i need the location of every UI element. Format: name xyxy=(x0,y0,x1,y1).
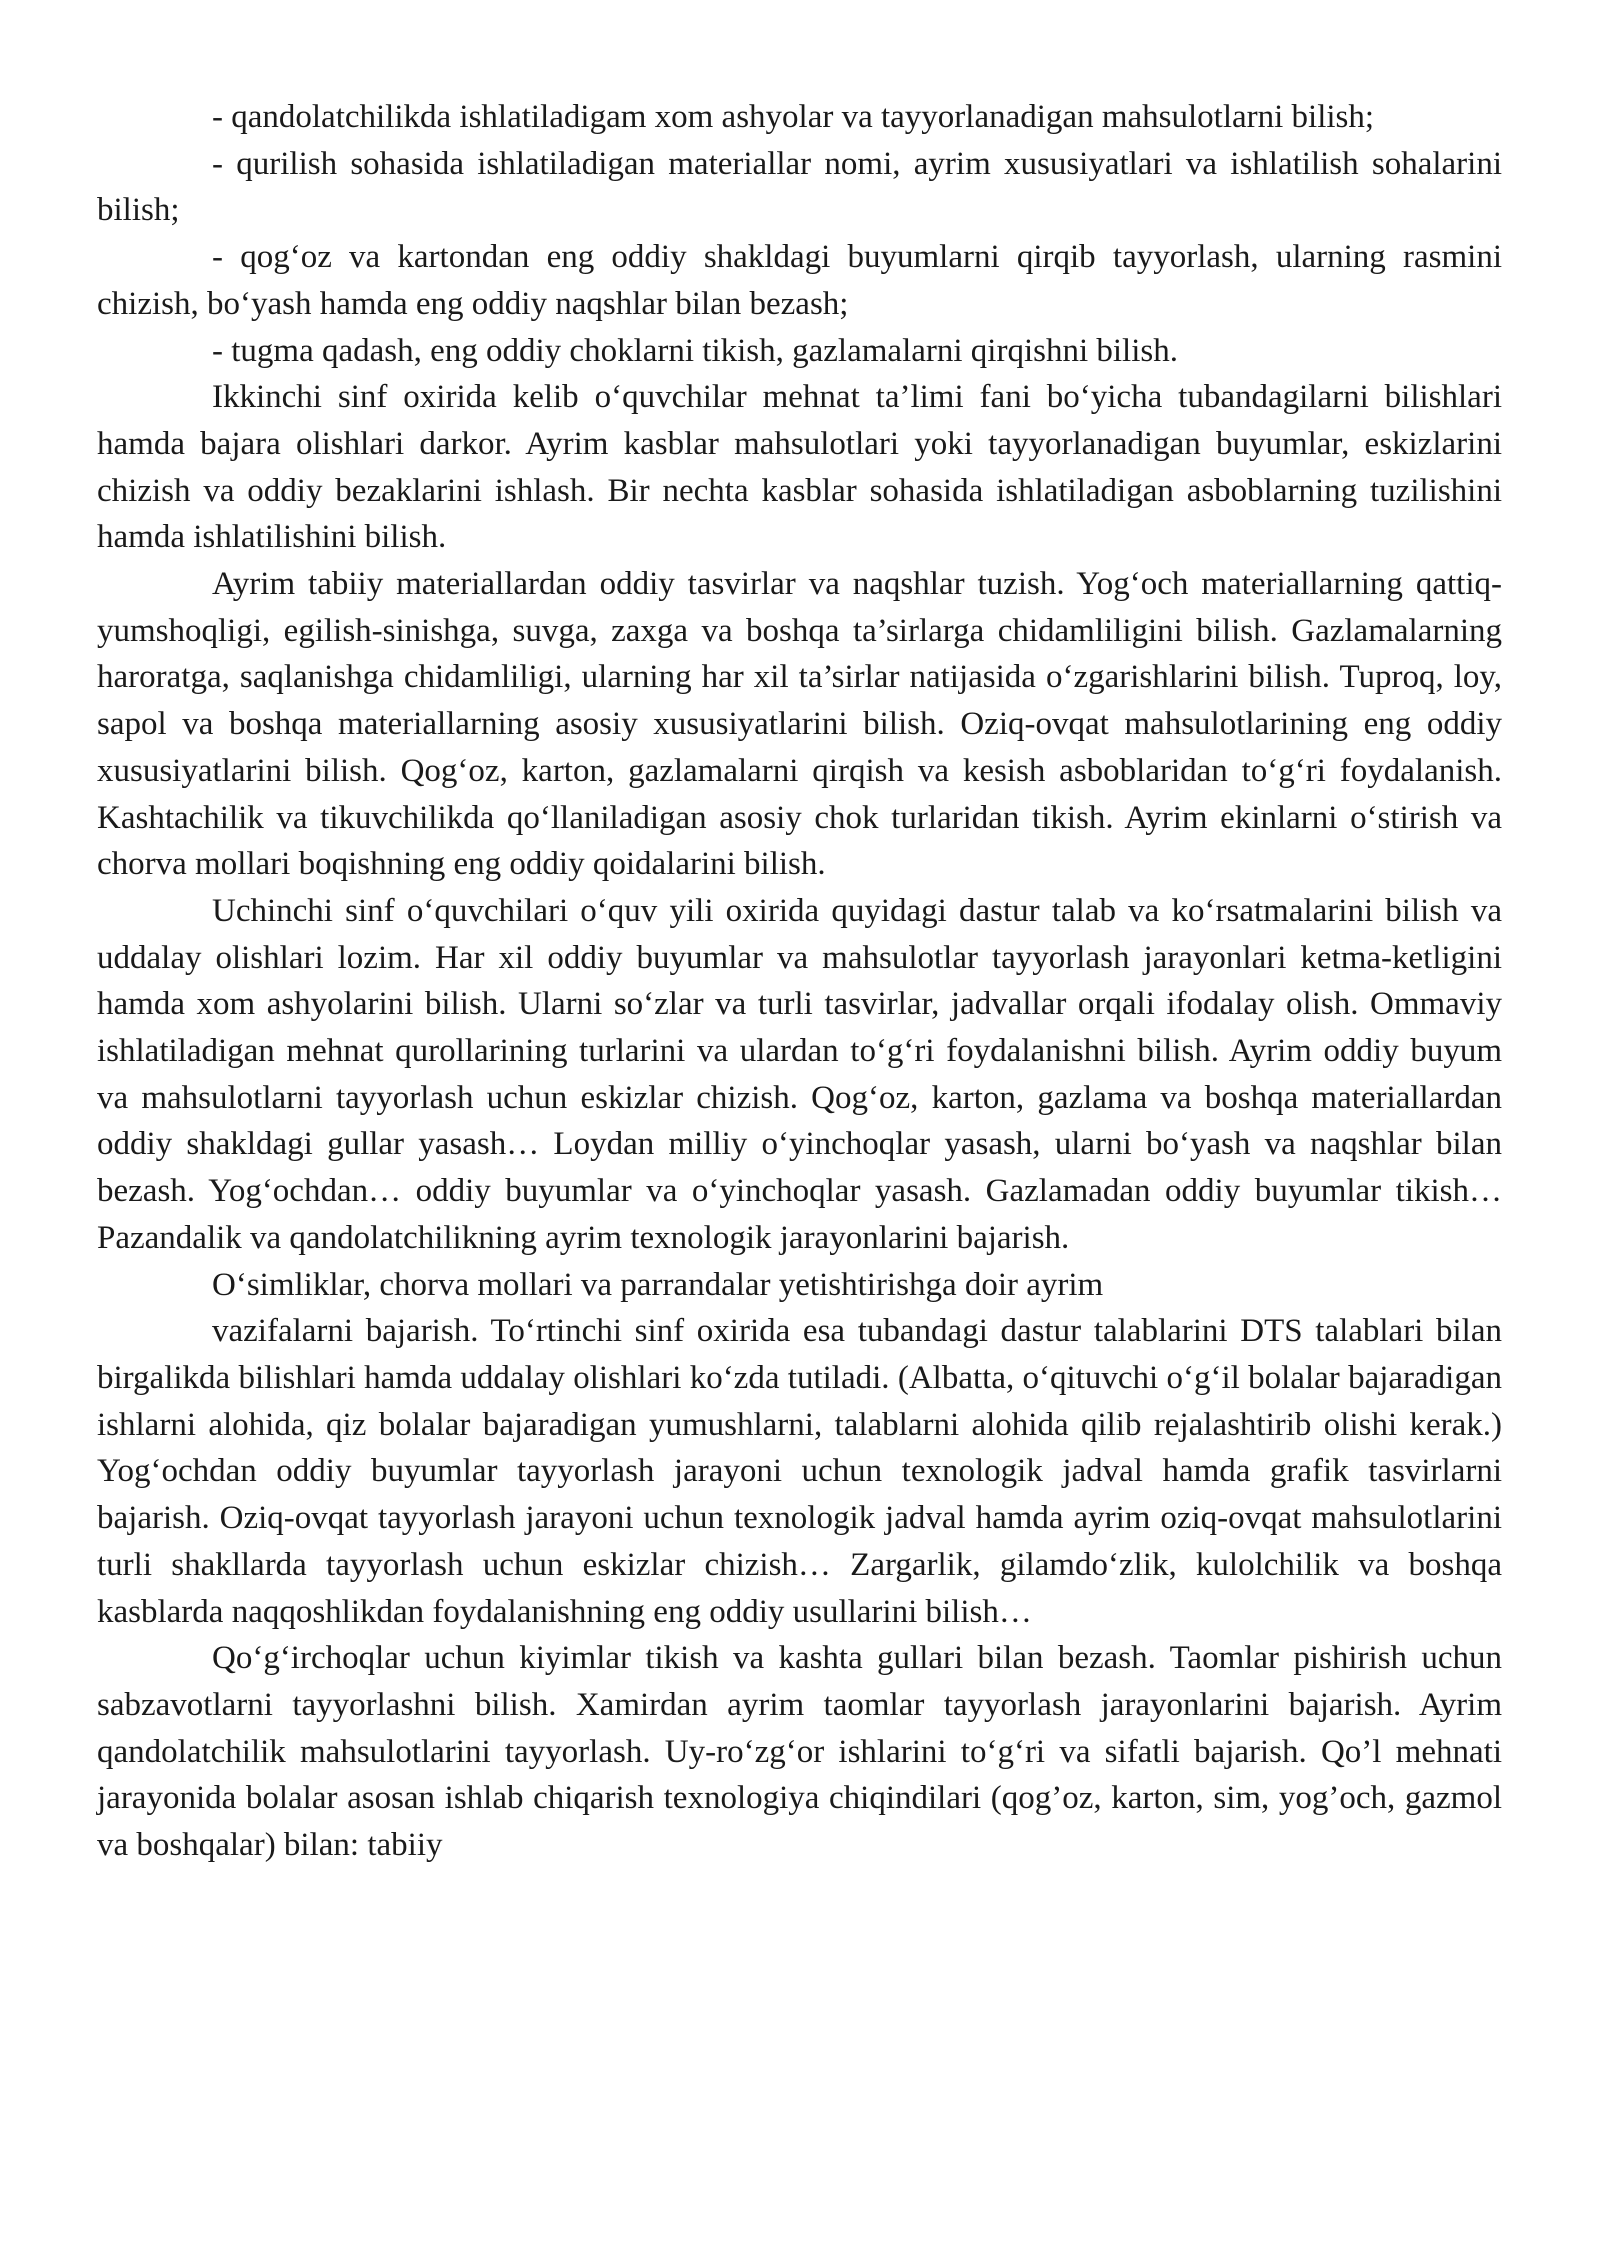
document-page xyxy=(97,94,1502,1869)
paragraph-second-grade: Ikkinchi sinf oxirida kelib o‘quvchilar mehnat ta’limi fani bo‘yicha tubandagilarni bilishlari hamda bajara olishlari darkor. Ayrim kasblar mahsulotlari yoki tayyorlanadigan buyumlar, eskizlarini chizish va oddiy bezaklarini ishlash. Bir nechta kasblar sohasida ishlatiladigan asboblarning tuzilishini hamda ishlatilishini bilish. xyxy=(97,379,1502,556)
paragraph-plants-livestock: O‘simliklar, chorva mollari va parrandalar yetishtirishga doir ayrim xyxy=(212,1266,1104,1303)
paragraph-confectionery: - qandolatchilikda ishlatiladigam xom ashyolar va tayyorlanadigan mahsulotlarni bilish; xyxy=(212,99,1375,135)
paragraph-natural-materials: Ayrim tabiiy materiallardan oddiy tasvirlar va naqshlar tuzish. Yog‘och materiallarning qattiq-yumshoqligi, egilish-sinishga, suvga, zaxga va boshqa ta’sirlarga chidamliligini bilish. Gazlamalarning haroratga, saqlanishga chidamliligi, ularning har xil ta’sirlar natijasida o‘zgarishlarini bilish. Tuproq, loy, sapol va boshqa materiallarning asosiy xususiyatlarini bilish. Oziq-ovqat mahsulotlarining eng oddiy xususiyatlarini bilish. Qog‘oz, karton, gazlamalarni qirqish va kesish asboblaridan to‘g‘ri foydalanish. Kashtachilik va tikuvchilikda qo‘llaniladigan asosiy chok turlaridan tikish. Ayrim ekinlarni o‘stirish va chorva mollari boqishning eng oddiy qoidalarini bilish. xyxy=(97,566,1502,883)
paragraph-doll-clothes: Qo‘g‘irchoqlar uchun kiyimlar tikish va kashta gullari bilan bezash. Taomlar pishirish uchun sabzavotlarni tayyorlashni bilish. Xamirdan ayrim taomlar tayyorlash jarayonlarini bajarish. Ayrim qandolatchilik mahsulotlarini tayyorlash. Uy-ro‘zg‘or ishlarini to‘g‘ri va sifatli bajarish. Qo’l mehnati jarayonida bolalar asosan ishlab chiqarish texnologiya chiqindilari (qog’oz, karton, sim, yog’och, gazmol va boshqalar) bilan: tabiiy xyxy=(97,1640,1502,1864)
paragraph-third-grade: Uchinchi sinf o‘quvchilari o‘quv yili oxirida quyidagi dastur talab va ko‘rsatmalarini bilish va uddalay olishlari lozim. Har xil oddiy buyumlar va mahsulotlar tayyorlash jarayonlari ketma-ketligini hamda xom ashyolarini bilish. Ularni so‘zlar va turli tasvirlar, jadvallar orqali ifodalay olish. Ommaviy ishlatiladigan mehnat qurollarining turlarini va ulardan to‘g‘ri foydalanishni bilish. Ayrim oddiy buyum va mahsulotlarni tayyorlash uchun eskizlar chizish. Qog‘oz, karton, gazlama va boshqa materiallardan oddiy shakldagi gullar yasash… Loydan milliy o‘yinchoqlar yasash, ularni bo‘yash va naqshlar bilan bezash. Yog‘ochdan… oddiy buyumlar va o‘yinchoqlar yasash. Gazlamadan oddiy buyumlar tikish… Pazandalik va qandolatchilikning ayrim texnologik jarayonlarini bajarish. xyxy=(97,892,1502,1256)
paragraph-sewing-buttons: - tugma qadash, eng oddiy choklarni tikish, gazlamalarni qirqishni bilish. xyxy=(212,332,1178,369)
paragraph-construction: - qurilish sohasida ishlatiladigan materiallar nomi, ayrim xususiyatlari va ishlatilish sohalarini bilish; xyxy=(97,145,1502,229)
paragraph-fourth-grade: vazifalarni bajarish. To‘rtinchi sinf oxirida esa tubandagi dastur talablarini DTS talablari bilan birgalikda bilishlari hamda uddalay olishlari ko‘zda tutiladi. (Albatta, o‘qituvchi o‘g‘il bolalar bajaradigan ishlarni alohida, qiz bolalar bajaradigan yumushlarni, talablarni alohida qilib rejalashtirib olishi kerak.) Yog‘ochdan oddiy buyumlar tayyorlash jarayoni uchun texnologik jadval hamda grafik tasvirlarni bajarish. Oziq-ovqat tayyorlash jarayoni uchun texnologik jadval hamda ayrim oziq-ovqat mahsulotlarini turli shakllarda tayyorlash uchun eskizlar chizish… Zargarlik, gilamdo‘zlik, kulolchilik va boshqa kasblarda naqqoshlikdan foydalanishning eng oddiy usullarini bilish… xyxy=(97,1313,1502,1630)
paragraph-paper-cardboard: - qog‘oz va kartondan eng oddiy shakldagi buyumlarni qirqib tayyorlash, ularning rasmini chizish, bo‘yash hamda eng oddiy naqshlar bilan bezash; xyxy=(97,239,1502,322)
